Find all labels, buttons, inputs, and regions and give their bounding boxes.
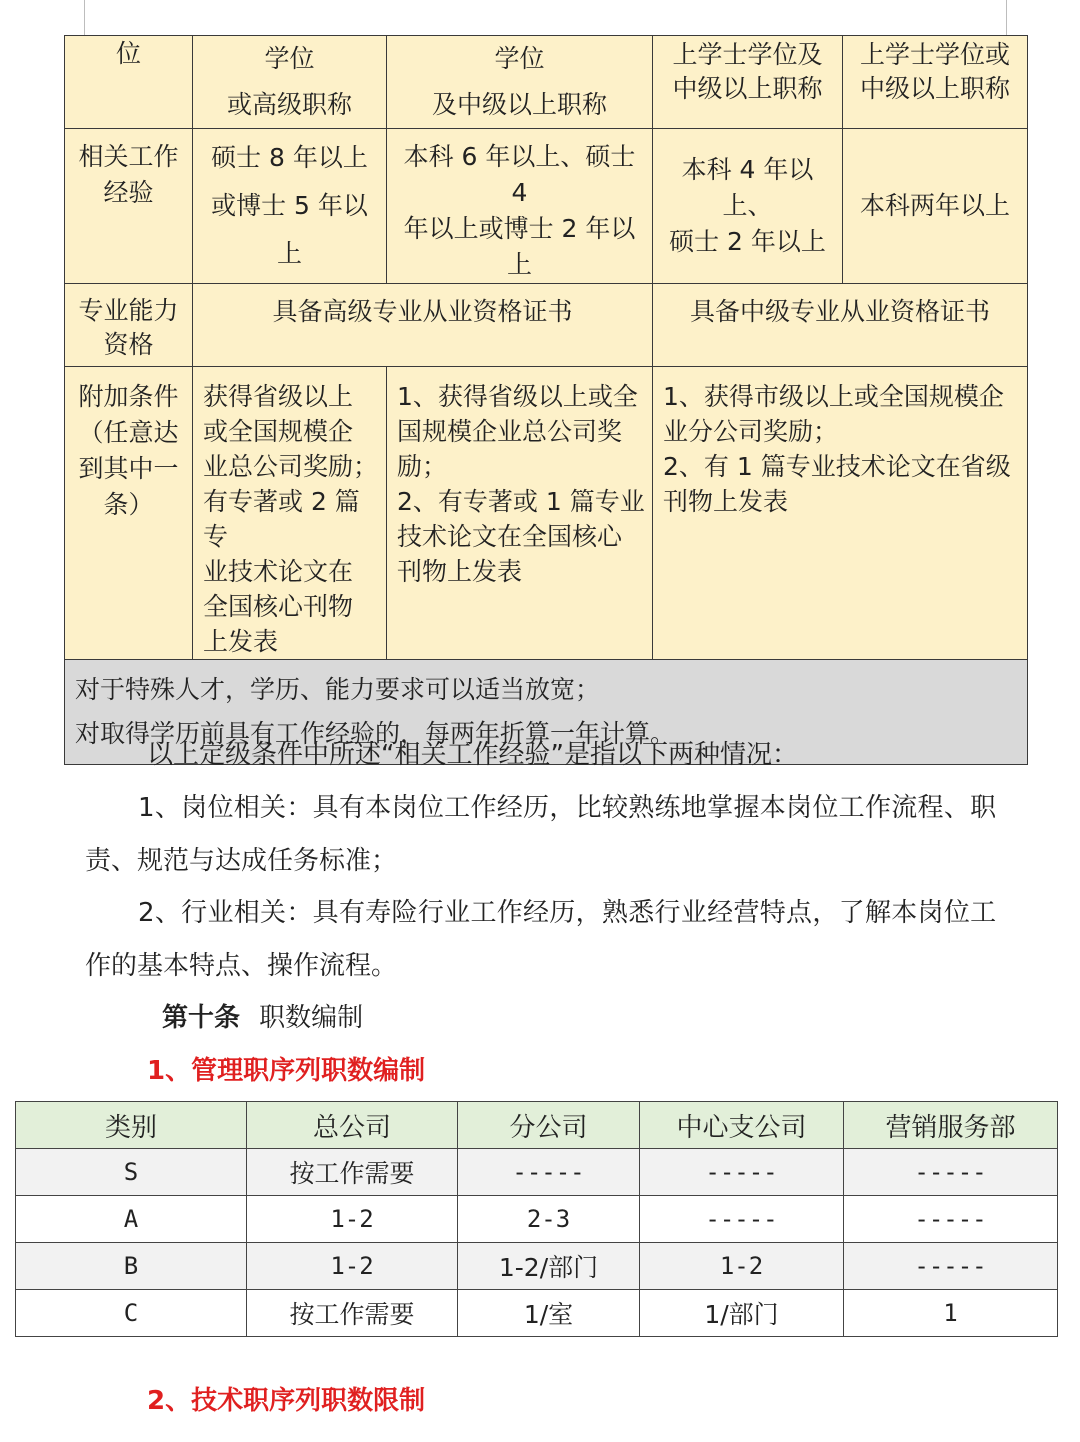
text-line: 相关工作 [78, 142, 179, 171]
table-cell: ----- [458, 1149, 640, 1196]
intro-paragraph: 以上定级条件中所述“相关工作经验”是指以下两种情况： [147, 740, 798, 770]
pos-header-central-sub-branch: 中心支公司 [640, 1102, 844, 1149]
qual-experience-c2 [193, 129, 387, 284]
position-quota-table [15, 1101, 1058, 1337]
item2-line2: 作的基本特点、操作流程。 [85, 951, 398, 981]
text-line: 上学士学位或 [859, 40, 1010, 69]
table-cell: B [16, 1243, 247, 1290]
text-line: 刊物上发表 [663, 487, 789, 516]
table-cell: 1 [844, 1290, 1058, 1337]
table-cell: 1-2 [640, 1243, 844, 1290]
text-line: 全国核心刊物 [203, 592, 354, 621]
qual-extra-label [65, 367, 193, 660]
text-line: 条） [103, 490, 154, 519]
article-title: 职数编制 [259, 1003, 364, 1033]
table-cell: 1-2 [247, 1243, 458, 1290]
qual-header-c1 [65, 36, 193, 129]
text-line: 励； [397, 452, 448, 481]
text-line: 中级以上职称 [672, 74, 823, 103]
table-cell: 1-2/部门 [458, 1243, 640, 1290]
qual-extra-c45 [653, 367, 1028, 660]
management-quota-heading: 1、管理职序列职数编制 [147, 1056, 426, 1086]
technical-quota-heading: 2、技术职序列职数限制 [147, 1386, 426, 1416]
text-line: （任意达 [78, 418, 179, 447]
text-line: 或全国规模企 [203, 417, 354, 446]
table-cell: ----- [844, 1196, 1058, 1243]
qual-experience-label [65, 129, 193, 284]
text-line: 或博士 5 年以上 [211, 191, 368, 268]
article-number: 第十条 [162, 1003, 241, 1033]
qual-experience-c4 [653, 129, 843, 284]
text-line: 技术论文在全国核心 [397, 522, 623, 551]
text-line: 本科 4 年以上、 [681, 155, 814, 220]
text-line: 1、获得市级以上或全国规模企 [663, 382, 1004, 411]
qualification-table [64, 35, 1028, 765]
text-line: 经验 [103, 178, 154, 207]
text-line: 或高级职称 [226, 90, 352, 119]
table-row [16, 1149, 1058, 1196]
pos-header-head-office: 总公司 [247, 1102, 458, 1149]
qual-header-row [65, 36, 1028, 129]
text-line: 本科 6 年以上、硕士 4 [403, 142, 636, 207]
text-line: 2、有专著或 1 篇专业 [397, 487, 645, 516]
qual-experience-row [65, 129, 1028, 284]
item1-line1: 1、岗位相关：具有本岗位工作经历，比较熟练地掌握本岗位工作流程、职 [138, 793, 997, 823]
qual-extra-c2 [193, 367, 387, 660]
table-row [16, 1196, 1058, 1243]
table-cell: 1/室 [458, 1290, 640, 1337]
qual-experience-c3 [387, 129, 653, 284]
text-line: 资格 [103, 330, 154, 359]
table-row [16, 1290, 1058, 1337]
qual-extra-row [65, 367, 1028, 660]
item1-line2: 责、规范与达成任务标准； [85, 846, 398, 876]
table-cell: 1/部门 [640, 1290, 844, 1337]
text-line: 刊物上发表 [397, 557, 523, 586]
pos-header-category: 类别 [16, 1102, 247, 1149]
table-cell: ----- [844, 1149, 1058, 1196]
pos-header-branch: 分公司 [458, 1102, 640, 1149]
qual-ability-label [65, 284, 193, 367]
qual-experience-c5 [843, 129, 1028, 284]
qual-ability-middle: 具备中级专业从业资格证书 [653, 284, 1028, 367]
article-heading [162, 997, 363, 1034]
text-line: 获得省级以上 [203, 382, 354, 411]
text-line: 硕士 8 年以上 [211, 143, 368, 172]
table-cell: 按工作需要 [247, 1290, 458, 1337]
table-cell: 2-3 [458, 1196, 640, 1243]
item2-line1: 2、行业相关：具有寿险行业工作经历，熟悉行业经营特点，了解本岗位工 [138, 898, 997, 928]
qual-header-c2 [193, 36, 387, 129]
text-line: 2、有 1 篇专业技术论文在省级 [663, 452, 1011, 481]
text-line: 到其中一 [78, 454, 179, 483]
text-line: 上 [506, 250, 532, 279]
text-line: 对于特殊人才，学历、能力要求可以适当放宽； [75, 675, 601, 704]
text-line: 业总公司奖励； [203, 452, 379, 481]
text-line: 国规模企业总公司奖 [397, 417, 623, 446]
text-line: 上发表 [203, 627, 279, 656]
text-line: 年以上或博士 2 年以 [403, 214, 636, 243]
qual-extra-c3 [387, 367, 653, 660]
text-line: 业分公司奖励； [663, 417, 839, 446]
text-line: 专业能力 [78, 296, 179, 325]
text-line: 学位 [494, 44, 545, 73]
text-line: 对取得学历前具有工作经验的，每两年折算一年计算。 [75, 719, 676, 748]
text-line: 位 [115, 39, 141, 68]
text-line: 中级以上职称 [859, 74, 1010, 103]
table-row [16, 1243, 1058, 1290]
table-cell: 按工作需要 [247, 1149, 458, 1196]
text-line: 上学士学位及 [672, 40, 823, 69]
text-line: 本科两年以上 [859, 191, 1010, 220]
qual-header-c3 [387, 36, 653, 129]
qual-header-c4 [653, 36, 843, 129]
page-margin-marks [0, 0, 1080, 40]
table-cell: 1-2 [247, 1196, 458, 1243]
table-cell: ----- [640, 1196, 844, 1243]
pos-header-sales-dept: 营销服务部 [844, 1102, 1058, 1149]
table-cell: ----- [844, 1243, 1058, 1290]
table-cell: S [16, 1149, 247, 1196]
text-line: 有专著或 2 篇专 [203, 487, 360, 551]
text-line: 硕士 2 年以上 [669, 227, 826, 256]
table-cell: A [16, 1196, 247, 1243]
text-line: 学位 [264, 44, 315, 73]
qual-ability-row [65, 284, 1028, 367]
text-line: 附加条件 [78, 382, 179, 411]
text-line: 及中级以上职称 [431, 90, 607, 119]
table-cell: C [16, 1290, 247, 1337]
qual-header-c5 [843, 36, 1028, 129]
qual-ability-senior: 具备高级专业从业资格证书 [193, 284, 653, 367]
pos-header-row [16, 1102, 1058, 1149]
text-line: 业技术论文在 [203, 557, 354, 586]
text-line: 1、获得省级以上或全 [397, 382, 638, 411]
table-cell: ----- [640, 1149, 844, 1196]
